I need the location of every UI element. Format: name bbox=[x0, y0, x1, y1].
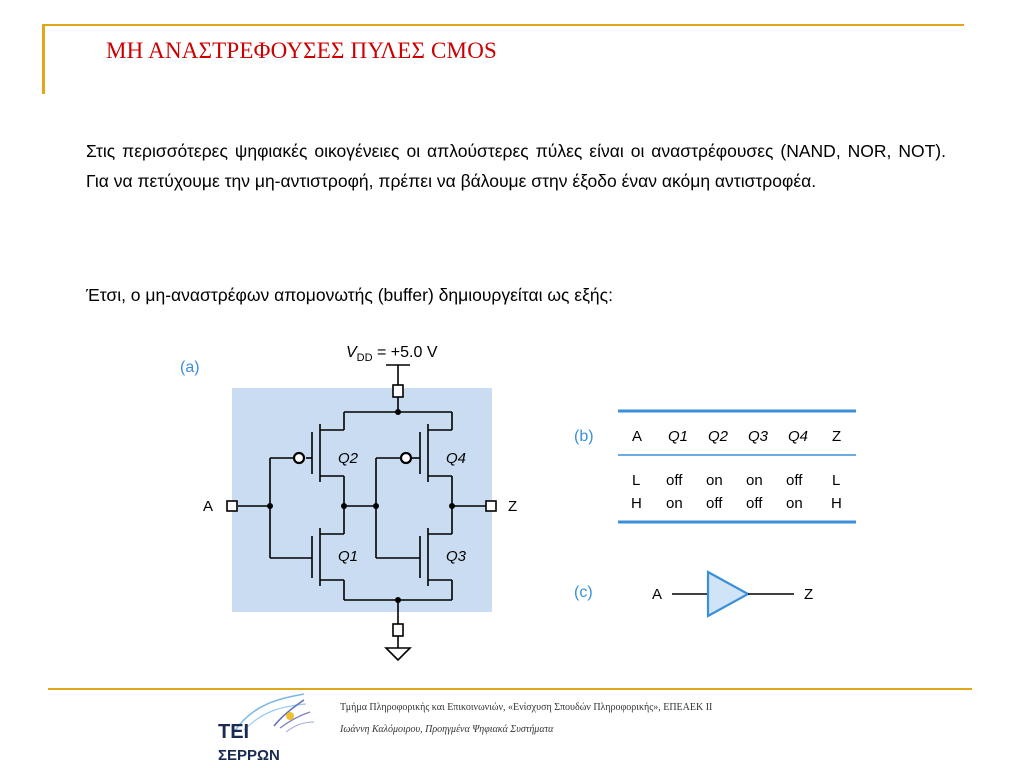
footer-department: Τμήμα Πληροφορικής και Επικοινωνιών, «Ενίσχυση Σπουδών Πληροφορικής», ΕΠΕΑΕΚ ΙΙ bbox=[340, 702, 713, 713]
table-cell: off bbox=[706, 495, 723, 512]
truth-table-header bbox=[632, 428, 841, 445]
q3-label: Q3 bbox=[446, 548, 467, 565]
symbol-output-label: Z bbox=[804, 586, 814, 603]
slide-title: ΜΗ ΑΝΑΣΤΡΕΦΟΥΣΕΣ ΠΥΛΕΣ CMOS bbox=[106, 38, 498, 63]
tei-serron-logo bbox=[214, 692, 324, 764]
q4-gate-bubble bbox=[401, 453, 411, 463]
buffer-triangle-icon bbox=[708, 572, 748, 616]
output-terminal bbox=[486, 501, 496, 511]
q1-label: Q1 bbox=[338, 548, 359, 565]
vdd-label: $V_{DD} = +5.0$ V bbox=[346, 344, 438, 364]
paragraph-intro: Στις περισσότερες ψηφιακές οικογένειες οι απλούστερες πύλες είναι οι αναστρέφουσες (NAND, NOR, NOT). Για να πετύχουμε την μη-αντιστροφή, πρέπει να βάλουμε στην έξοδο έναν ακόμη αντιστροφέα. bbox=[86, 141, 946, 191]
q2-label: Q2 bbox=[338, 450, 359, 467]
truth-table-row bbox=[631, 495, 842, 512]
table-header-q1: Q1 bbox=[668, 428, 689, 445]
paragraph-buffer: Έτσι, ο μη-αναστρέφων απομονωτής (buffer) δημιουργείται ως εξής: bbox=[86, 285, 613, 305]
symbol-input-label: A bbox=[652, 586, 663, 603]
circuit-shading bbox=[232, 388, 492, 612]
logo-text-top: ΤΕΙ bbox=[218, 721, 250, 743]
junction-dot bbox=[341, 503, 347, 509]
table-header-q3: Q3 bbox=[748, 428, 769, 445]
table-cell: on bbox=[666, 495, 683, 512]
table-cell: H bbox=[831, 495, 842, 512]
logo-text-bottom: ΣΕΡΡΩΝ bbox=[218, 747, 280, 764]
vdd-terminal bbox=[393, 385, 403, 397]
table-cell: off bbox=[746, 495, 763, 512]
table-header-q4: Q4 bbox=[788, 428, 809, 445]
q2-gate-bubble bbox=[294, 453, 304, 463]
table-header-z: Z bbox=[832, 428, 842, 445]
table-cell: on bbox=[786, 495, 803, 512]
ground-terminal bbox=[393, 624, 403, 636]
figure-label-a: (a) bbox=[180, 359, 200, 376]
table-cell: on bbox=[706, 472, 723, 489]
junction-dot bbox=[373, 503, 379, 509]
output-label: Z bbox=[508, 498, 518, 515]
input-terminal bbox=[227, 501, 237, 511]
q4-label: Q4 bbox=[446, 450, 467, 467]
figure-label-c: (c) bbox=[574, 584, 593, 601]
footer-author: Ιωάννη Καλόμοιρου, Προηγμένα Ψηφιακά Συστήματα bbox=[340, 724, 554, 735]
table-cell: H bbox=[631, 495, 642, 512]
table-cell: L bbox=[632, 472, 641, 489]
input-label: A bbox=[203, 498, 214, 515]
table-cell: L bbox=[832, 472, 841, 489]
table-cell: off bbox=[666, 472, 683, 489]
junction-dot bbox=[395, 409, 401, 415]
table-header-a: A bbox=[632, 428, 643, 445]
junction-dot bbox=[449, 503, 455, 509]
junction-dot bbox=[267, 503, 273, 509]
junction-dot bbox=[395, 597, 401, 603]
footer-rule bbox=[48, 688, 972, 690]
table-header-q2: Q2 bbox=[708, 428, 729, 445]
figure-label-b: (b) bbox=[574, 428, 594, 445]
table-cell: off bbox=[786, 472, 803, 489]
truth-table-row bbox=[632, 472, 840, 489]
table-cell: on bbox=[746, 472, 763, 489]
